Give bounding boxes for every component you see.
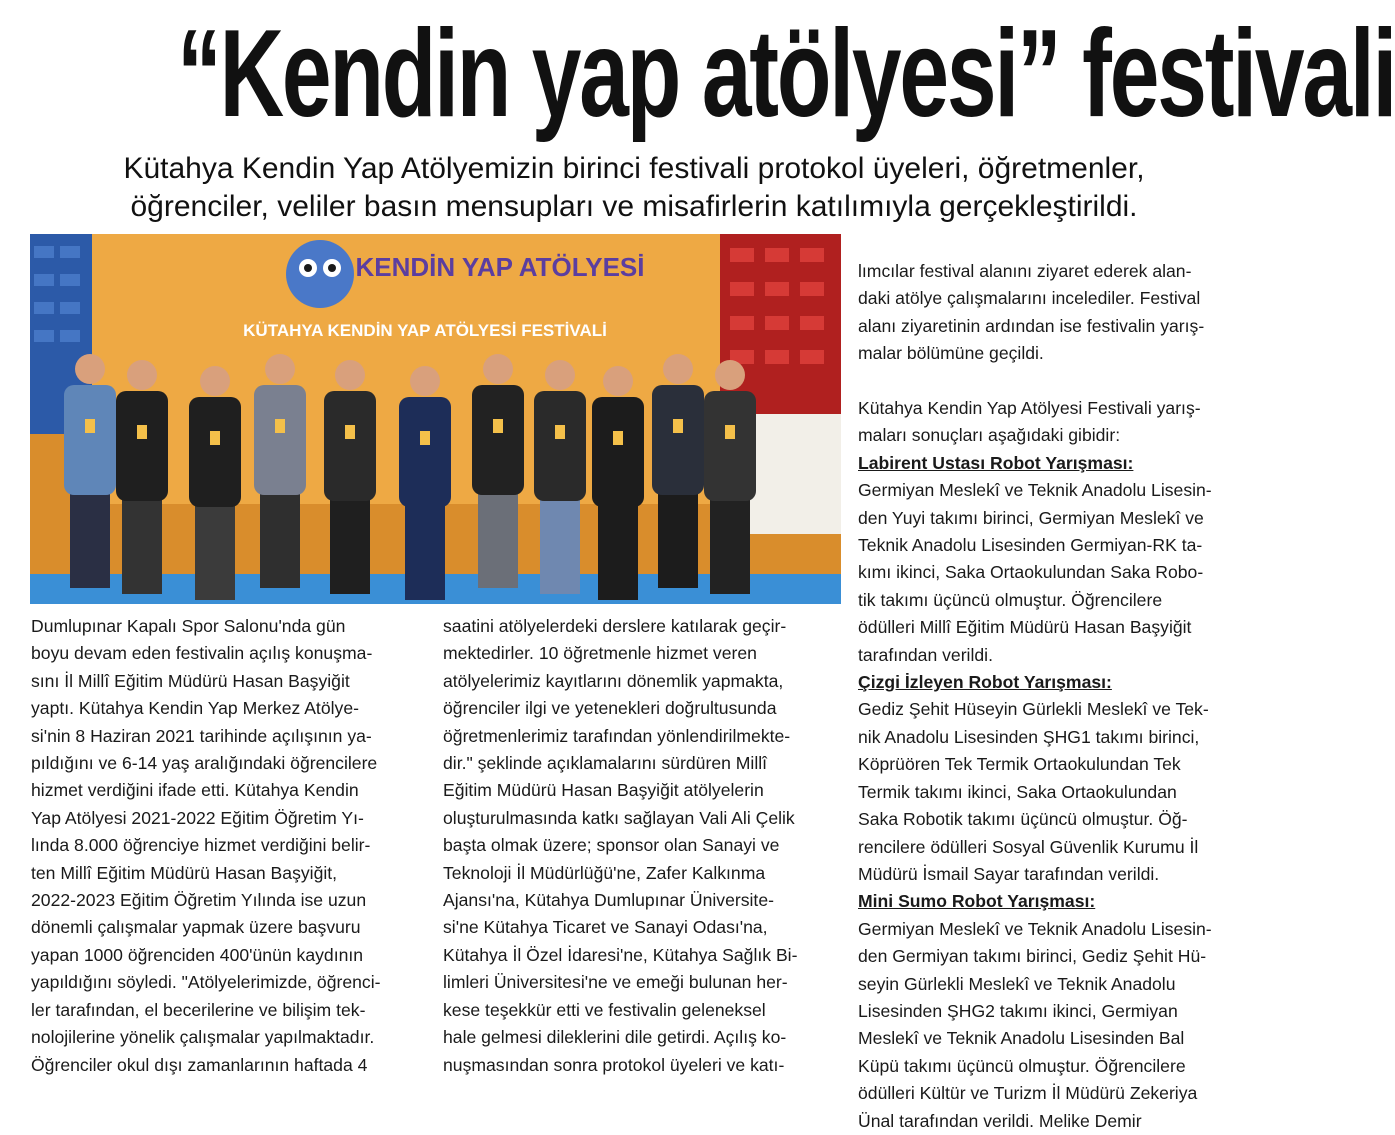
person-figure (399, 366, 451, 600)
text-line: hale gelmesi dileklerini dile getirdi. Açılış ko- (443, 1027, 787, 1048)
banner-title-text: KÜTAHYA KENDİN YAP ATÖLYESİ FESTİVALİ (243, 321, 607, 340)
paragraph-gap (858, 368, 1258, 395)
text-line: pıldığını ve 6-14 yaş aralığındaki öğrencilere (31, 753, 378, 774)
person-figure (324, 360, 376, 594)
text-line: malar bölümüne geçildi. (858, 343, 1044, 364)
text-line: maları sonuçları aşağıdaki gibidir: (858, 425, 1121, 446)
person-figure (704, 360, 756, 594)
text-line: 2022-2023 Eğitim Öğretim Yılında ise uzun (31, 890, 367, 911)
text-line: hizmet verdiğini ifade etti. Kütahya Kendin (31, 780, 359, 801)
text-line: başta olmak üzere; sponsor olan Sanayi ve (443, 835, 780, 856)
subheadline (14, 150, 1254, 226)
text-line: Müdürü İsmail Sayar tarafından verildi. (858, 863, 1160, 884)
text-line: nuşmasından sonra protokol üyeleri ve katı- (443, 1054, 785, 1075)
text-line: yapan 1000 öğrenciden 400'ünün kaydının (31, 944, 364, 965)
text-line: boyu devam eden festivalin açılış konuşma- (31, 643, 373, 664)
person-figure (254, 354, 306, 588)
text-line: si'ne Kütahya Ticaret ve Sanayi Odası'na, (443, 917, 768, 938)
text-line: mektedirler. 10 öğretmenle hizmet veren (443, 643, 757, 664)
text-line: Yap Atölyesi 2021-2022 Eğitim Öğretim Yı- (31, 807, 364, 828)
text-line: ödülleri Millî Eğitim Müdürü Hasan Başyiğit (858, 617, 1192, 638)
section-title-labirent: Labirent Ustası Robot Yarışması: (858, 452, 1134, 473)
text-line: dönemli çalışmalar yapmak üzere başvuru (31, 917, 361, 938)
text-line: Lisesinden ŞHG2 takımı ikinci, Germiyan (858, 1000, 1178, 1021)
article-column-3 (858, 258, 1258, 1135)
person-figure (534, 360, 586, 594)
section-title-cizgi: Çizgi İzleyen Robot Yarışması: (858, 672, 1112, 693)
text-line: lımcılar festival alanını ziyaret ederek alan- (858, 261, 1192, 281)
text-line: lında 8.000 öğrenciye hizmet verdiğini belir- (31, 835, 371, 856)
text-line: atölyelerimiz kayıtlarını dönemlik yapmakta, (443, 670, 784, 691)
headline: “Kendin yap atölyesi” festivali (177, 5, 1395, 143)
text-line: si'nin 8 Haziran 2021 tarihinde açılışının ya- (31, 725, 372, 746)
subhead-line: Kütahya Kendin Yap Atölyemizin birinci festivali protokol üyeleri, öğretmenler, (123, 152, 1145, 185)
photo-illustration (30, 234, 841, 604)
text-line: rencilere ödülleri Sosyal Güvenlik Kurumu İl (858, 836, 1199, 857)
text-line: den Yuyi takımı birinci, Germiyan Meslekî ve (858, 507, 1204, 528)
text-line: yapıldığını söyledi. "Atölyelerimizde, öğrenci- (31, 972, 381, 993)
text-line: oluşturulmasında katkı sağlayan Vali Ali Çelik (443, 807, 795, 828)
text-line: ten Millî Eğitim Müdürü Hasan Başyiğit, (31, 862, 338, 883)
mascot-logo (286, 240, 354, 308)
text-line: Saka Robotik takımı üçüncü olmuştur. Öğ- (858, 809, 1188, 830)
text-line: Köprüören Tek Termik Ortaokulundan Tek (858, 754, 1181, 775)
text-line: öğretmenlerimiz tarafından yönlendirilmekte- (443, 725, 791, 746)
section-title-mini-sumo: Mini Sumo Robot Yarışması: (858, 891, 1096, 912)
text-line: nolojilerine yönelik çalışmalar yapılmaktadır. (31, 1027, 375, 1048)
text-line: öğrenciler ilgi ve yetenekleri doğrultusunda (443, 698, 777, 719)
text-line: sını İl Millî Eğitim Müdürü Hasan Başyiğit (31, 670, 350, 691)
article-photo (30, 234, 841, 604)
text-line: ler tarafından, el becerilerine ve bilişim tek- (31, 999, 366, 1020)
text-line: Kütahya İl Özel İdaresi'ne, Kütahya Sağlık Bi- (443, 944, 798, 965)
text-line: ödülleri Kültür ve Turizm İl Müdürü Zekeriya (858, 1083, 1198, 1104)
text-line: yaptı. Kütahya Kendin Yap Merkez Atölye- (31, 698, 359, 719)
text-line: Ünal tarafından verildi. Melike Demir (858, 1110, 1142, 1131)
person-figure (116, 360, 168, 594)
banner-logo-text: KENDİN YAP ATÖLYESİ (355, 252, 645, 282)
person-figure (592, 366, 644, 600)
person-figure (189, 366, 241, 600)
article-column-2 (443, 613, 843, 1079)
person-figure (64, 354, 116, 588)
subhead-line: öğrenciler, veliler basın mensupları ve misafirlerin katılımıyla gerçekleştirildi. (130, 190, 1138, 223)
text-line: Termik takımı ikinci, Saka Ortaokulundan (858, 781, 1177, 802)
text-line: Germiyan Meslekî ve Teknik Anadolu Lisesin- (858, 918, 1212, 939)
text-line: limleri Üniversitesi'ne ve emeği bulunan her- (443, 972, 788, 993)
text-line: saatini atölyelerdeki derslere katılarak geçir- (443, 616, 787, 636)
text-line: tarafından verildi. (858, 644, 993, 665)
text-line: Ajansı'na, Kütahya Dumlupınar Üniversite- (443, 890, 774, 911)
person-figure (652, 354, 704, 588)
person-figure (472, 354, 524, 588)
text-line: nik Anadolu Lisesinden ŞHG1 takımı birinci, (858, 726, 1200, 747)
text-line: Germiyan Meslekî ve Teknik Anadolu Lisesin- (858, 480, 1212, 501)
text-line: Gediz Şehit Hüseyin Gürlekli Meslekî ve Tek- (858, 699, 1209, 720)
text-line: Eğitim Müdürü Hasan Başyiğit atölyelerin (443, 780, 764, 801)
text-line: Öğrenciler okul dışı zamanlarının haftada 4 (31, 1054, 368, 1075)
text-line: daki atölye çalışmalarını incelediler. Festival (858, 288, 1201, 309)
text-line: kese teşekkür etti ve festivalin geleneksel (443, 999, 766, 1020)
text-line: Kütahya Kendin Yap Atölyesi Festivali yarış- (858, 398, 1201, 419)
text-line: tik takımı üçüncü olmuştur. Öğrencilere (858, 589, 1163, 610)
text-line: Dumlupınar Kapalı Spor Salonu'nda gün (31, 616, 346, 636)
article-column-1 (31, 613, 431, 1079)
text-line: dir." şeklinde açıklamalarını sürdüren Millî (443, 753, 768, 774)
text-line: Teknik Anadolu Lisesinden Germiyan-RK ta- (858, 535, 1203, 556)
text-line: Meslekî ve Teknik Anadolu Lisesinden Bal (858, 1028, 1185, 1049)
text-line: kımı ikinci, Saka Ortaokulundan Saka Robo- (858, 562, 1204, 583)
text-line: seyin Gürlekli Meslekî ve Teknik Anadolu (858, 973, 1176, 994)
text-line: Teknoloji İl Müdürlüğü'ne, Zafer Kalkınma (443, 862, 766, 883)
text-line: Küpü takımı üçüncü olmuştur. Öğrencilere (858, 1055, 1186, 1076)
text-line: alanı ziyaretinin ardından ise festivalin yarış- (858, 315, 1205, 336)
text-line: den Germiyan takımı birinci, Gediz Şehit Hü- (858, 946, 1207, 967)
